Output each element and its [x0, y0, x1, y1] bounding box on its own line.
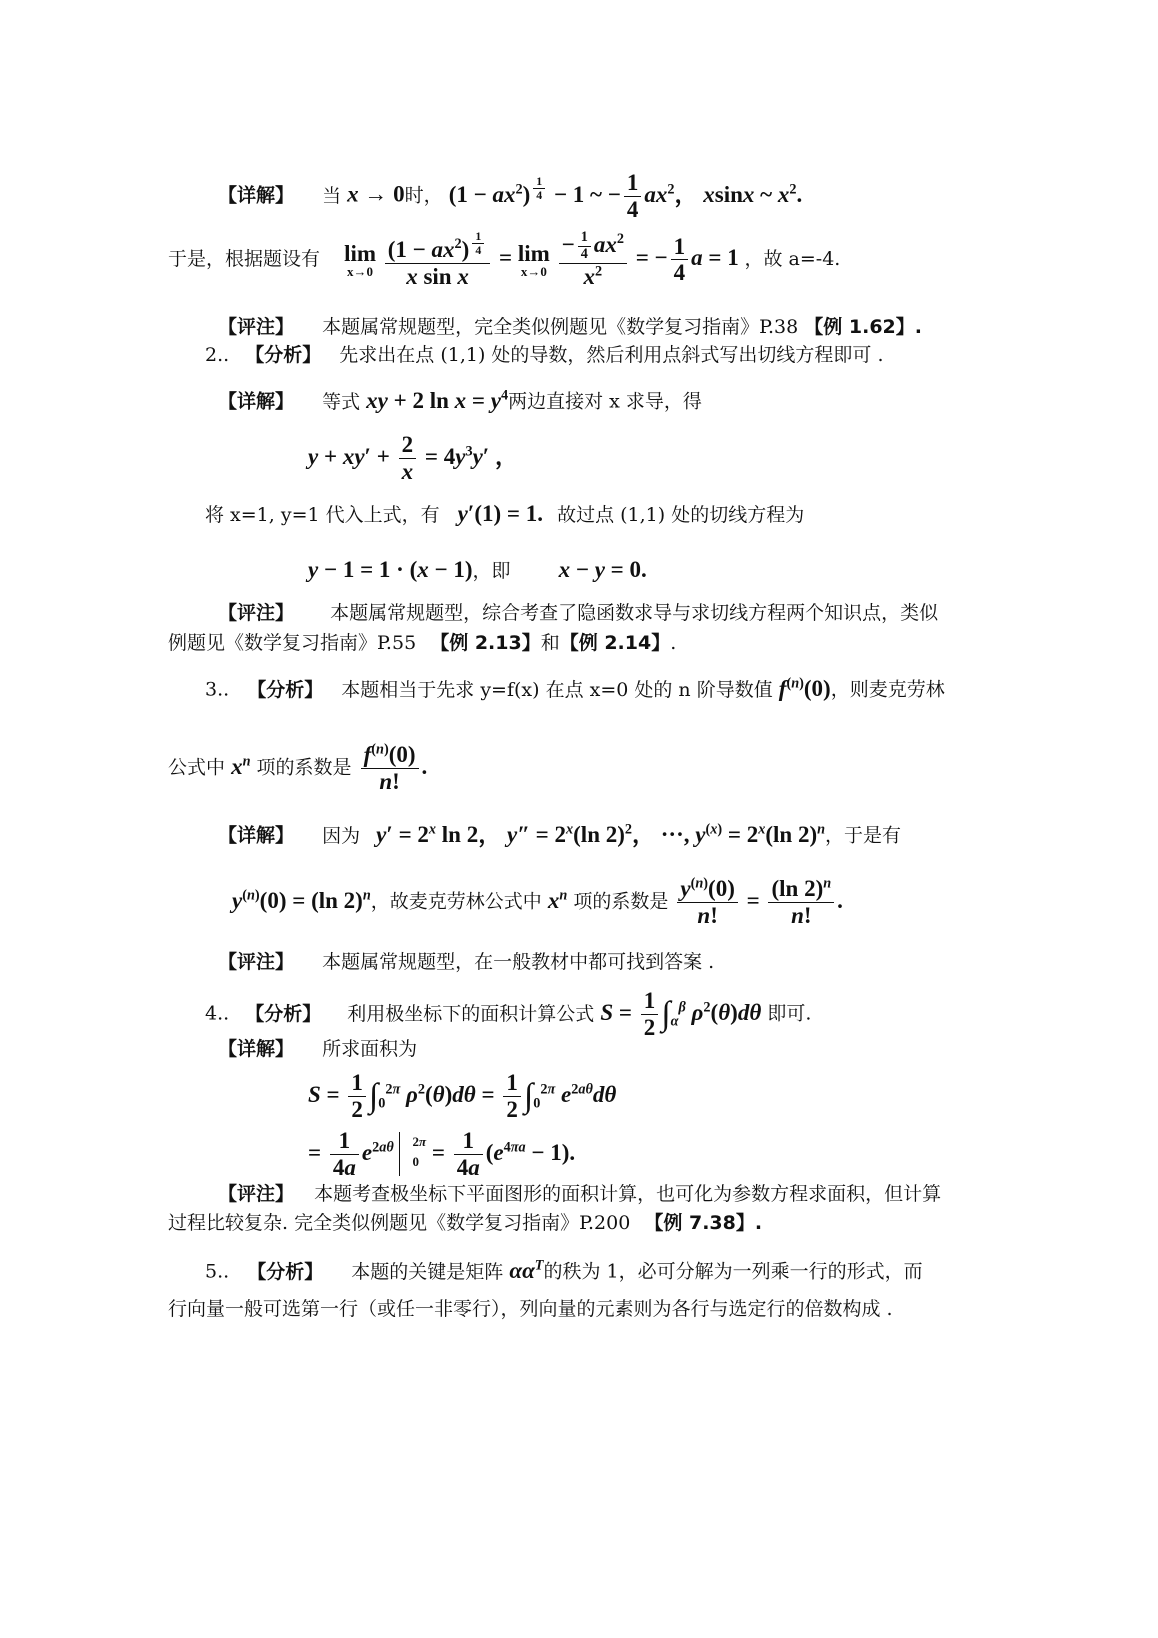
p4-comment-line-2: 过程比较复杂. 完全类似例题见《数学复习指南》P.200 【例 7.38】.	[168, 1212, 763, 1234]
formula-area-result: = $\frac{1}{4a}$ $e^{2a\theta}$ 2π 0 = $\frac{1}{4a}$ $(e^{4\pi a} - 1)$.	[308, 1128, 576, 1180]
formula-limit-condition: x → 0	[347, 181, 405, 207]
p2-substitute-line: 将 x=1, y=1 代入上式，有 y′(1) = 1. 故过点 (1,1) 处的切线方程为	[205, 501, 805, 526]
p2-derivative-line	[308, 432, 518, 485]
p5-analysis-line: 5.. 【分析】 本题的关键是矩阵 $\alpha\alpha^T$的秩为 1，必可分解为一列乘一行的形式，而	[205, 1257, 923, 1283]
p1-comment-line: 【评注】 本题属常规题型，完全类似例题见《数学复习指南》P.38 【例 1.62】.	[218, 316, 922, 338]
p5-analysis-line-2: 行向量一般可选第一行（或任一非零行），列向量的元素则为各行与选定行的倍数构成 .	[168, 1298, 893, 1320]
p3-analysis-line: 3.. 【分析】 本题相当于先求 y=f(x) 在点 x=0 处的 n 阶导数值 $f^{(n)}(0)$，则麦克劳林	[205, 675, 945, 701]
p3-formula-line: 公式中 $x^n$ 项的系数是 $\frac{f^{(n)}(0)}{n!}$ .	[168, 741, 428, 794]
formula-coefficient: $\frac{f^{(n)}(0)}{n!}$ .	[358, 754, 428, 779]
p2-comment-line: 【评注】 本题属常规题型，综合考查了隐函数求导与求切线方程两个知识点，类似	[218, 602, 939, 624]
p2-detail-line: 【详解】 等式 xy + 2 $\ln x = y^4$两边直接对 x 求导，得	[218, 387, 702, 413]
formula-tangent-simplified: x − y = 0.	[558, 557, 647, 582]
p3-detail-line: 【详解】 因为 $y' = 2^x$ ln 2， $y'' = 2^x(\ln$ 2)$^2$， ···, $y^{(x)} = 2^x(\ln$ 2)$^n$，于是有	[218, 821, 902, 847]
formula-limit-computation: lim x→0 $(1 - ax^2)$ $^{\frac{1}{4}}$ x sin x = lim x→0 − $\frac{1}{4}$ $ax^2$ $x^2$ = − $\frac{1}{4}$ a = 1	[344, 229, 745, 289]
formula-matrix: $\alpha\alpha^T$	[509, 1257, 544, 1283]
comment-label: 【评注】	[218, 316, 295, 338]
formula-implicit-equation: xy + 2 $\ln x = y^4$	[366, 387, 509, 413]
p2-comment-line-2: 例题见《数学复习指南》P.55 【例 2.13】和【例 2.14】.	[168, 632, 677, 654]
p2-analysis-line: 2.. 【分析】 先求出在点 (1,1) 处的导数，然后利用点斜式写出切线方程即可 .	[205, 344, 884, 366]
p4-analysis-line: 4.. 【分析】 利用极坐标下的面积计算公式 S = $\frac{1}{2}$ $\int_\alpha^\beta$ $\rho^2(\theta)d\theta$ 即可.	[205, 988, 812, 1040]
formula-derivatives-sequence: $y' = 2^x$ ln 2， $y'' = 2^x(\ln$ 2)$^2$， ···, $y^{(x)} = 2^x(\ln$ 2)$^n$	[376, 821, 826, 847]
formula-equivalent-infinitesimal: $(1 - ax^2)$ $^{\frac{1}{4}}$ − 1 ~ − $\frac{1}{4}$ $ax^2$， xsinx ~ $x^2$.	[448, 170, 803, 222]
p4-comment-line: 【评注】 本题考查极坐标下平面图形的面积计算，也可化为参数方程求面积，但计算	[218, 1183, 942, 1205]
p4-integral-line	[308, 1070, 616, 1123]
formula-tangent: y − 1 = 1 · (x − 1)	[308, 557, 473, 582]
p1-limit-line: 于是，根据题设有 lim x→0 $(1 - ax^2)$ $^{\frac{1}{4}}$ x sin x = lim x→0 − $\frac{1}{4}$ $ax^2$ $x^2$ = − $\frac{1}{4}$ a = 1 ，故 a=-4.	[168, 229, 841, 289]
p4-detail-line: 【详解】 所求面积为	[218, 1038, 418, 1060]
formula-nth-derivative: $f^{(n)}(0)$	[778, 675, 831, 701]
p2-tangent-line: y − 1 = 1 · (x − 1)，即 x − y = 0.	[308, 557, 647, 582]
p3-result-line: $y^{(n)}(0) = (\ln$ 2)$^n$，故麦克劳林公式中 $x^n$ 项的系数是 $\frac{y^{(n)}(0)}{n!}$ = $\frac{(\ln 2)^n}{n!}$ .	[232, 875, 843, 928]
p3-comment-line: 【评注】 本题属常规题型，在一般教材中都可找到答案 .	[218, 951, 715, 973]
p1-detail-line: 【详解】 当 x → 0时， $(1 - ax^2)$ $^{\frac{1}{4}}$ − 1 ~ − $\frac{1}{4}$ $ax^2$， xsinx ~ $x^2$.	[218, 170, 803, 222]
formula-nth-value: $y^{(n)}(0) = (\ln$ 2)$^n$	[232, 886, 371, 913]
formula-area-integral: S = $\frac{1}{2}$ $\int_0^{2\pi}$ $\rho^2(\theta)d\theta$ = $\frac{1}{2}$ $\int_0^{2\pi}$ $e^{2a\theta}d\theta$	[308, 1070, 617, 1122]
formula-derivative: y + xy′ + $\frac{2}{x}$ = $4y^3y'$ ，	[308, 432, 519, 484]
p4-result-line	[308, 1128, 575, 1181]
formula-slope: y′(1) = 1.	[457, 501, 544, 526]
detail-label: 【详解】	[218, 184, 295, 207]
formula-polar-area: S = $\frac{1}{2}$ $\int_\alpha^\beta$ $\rho^2(\theta)d\theta$	[600, 988, 762, 1040]
formula-coefficient-result: $\frac{y^{(n)}(0)}{n!}$ = $\frac{(\ln 2)^n}{n!}$ .	[674, 888, 843, 913]
